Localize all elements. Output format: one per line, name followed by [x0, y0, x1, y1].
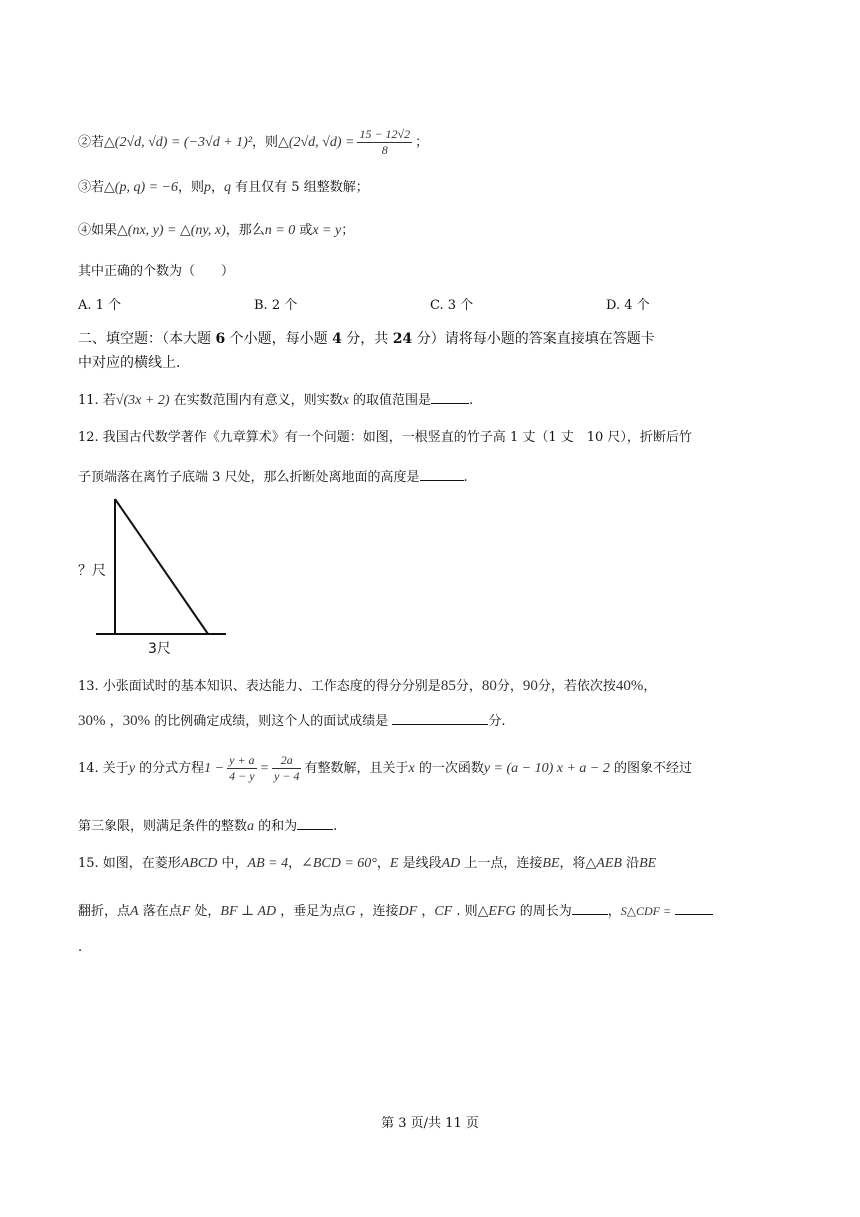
- heading-part: 分，共: [341, 331, 393, 347]
- section-2-heading-line2: 中对应的横线上．: [78, 355, 190, 371]
- question-15-line2: [78, 900, 713, 922]
- q11-var: x: [342, 393, 349, 408]
- statement-4-mid: ，那么: [225, 223, 265, 238]
- segment-cf: CF: [434, 904, 453, 919]
- weight-2: 30%: [78, 713, 106, 729]
- answer-blank[interactable]: [431, 389, 469, 404]
- statement-4-suffix: ；: [341, 223, 355, 238]
- heading-number: 4: [332, 331, 342, 347]
- point-a: A: [130, 904, 139, 919]
- statement-4: [78, 221, 354, 241]
- q14-prefix: 14. 关于: [78, 761, 129, 776]
- question-13-line1: [78, 676, 656, 697]
- statement-2-prefix: ②若: [78, 135, 105, 150]
- q15-text: 翻折，点: [78, 904, 131, 919]
- comma: ，: [607, 904, 621, 919]
- q15-text: ，垂足为点: [276, 904, 346, 919]
- unit: 分，: [455, 679, 482, 694]
- bamboo-triangle-figure: [78, 493, 238, 663]
- question-14-line2: [78, 815, 337, 837]
- side-ab: AB = 4: [247, 856, 289, 871]
- question-15-line3: .: [78, 940, 83, 955]
- fraction-denominator: 8: [381, 143, 388, 157]
- q14-end: .: [333, 819, 338, 834]
- comma: ，: [105, 714, 123, 729]
- q15-text: ，连接: [355, 904, 399, 919]
- answer-blank-perimeter[interactable]: [572, 900, 608, 915]
- weight-1: 40%: [615, 678, 644, 694]
- base-label: 3尺: [148, 641, 171, 657]
- bamboo-broken-part: [115, 499, 208, 634]
- heading-part: 个小题，每小题: [225, 331, 333, 347]
- option-a[interactable]: A. 1 个: [78, 298, 122, 313]
- statement-3-mid: ，则: [178, 180, 205, 195]
- condition-1: n = 0: [264, 223, 296, 238]
- statement-3-suffix: 有且仅有 5 组整数解；: [231, 180, 369, 195]
- option-d[interactable]: D. 4 个: [606, 298, 650, 313]
- statement-2-lhs: △(2√d, √d) = (−3√d + 1)²: [104, 135, 253, 150]
- q12-text: 子顶端落在离竹子底端 3 尺处，那么折断处离地面的高度是: [78, 470, 420, 485]
- q11-prefix: 11. 若: [78, 393, 116, 408]
- comma: ，: [376, 856, 390, 871]
- score-1: 85: [440, 678, 456, 694]
- q13-prefix: 13. 小张面试时的基本知识、表达能力、工作态度的得分分别是: [78, 679, 441, 694]
- answer-blank[interactable]: [392, 710, 488, 725]
- q15-text: 上一点，连接: [460, 856, 543, 871]
- point-e: E: [389, 856, 399, 871]
- heading-number: 6: [215, 331, 226, 347]
- eq-part: 1 −: [204, 761, 225, 776]
- statement-2: [78, 127, 428, 158]
- q13-suffix: 的比例确定成绩，则这个人的面试成绩是: [150, 714, 393, 729]
- segment-df: DF: [398, 904, 418, 919]
- heading-number: 24: [392, 331, 413, 347]
- fraction-left: [227, 753, 256, 784]
- question-14-line1: [78, 752, 692, 786]
- q15-text: 处，: [190, 904, 221, 919]
- heading-part: 二、填空题：（本大题: [78, 331, 216, 347]
- section-2-heading: [78, 329, 655, 349]
- triangle-aeb: △AEB: [585, 856, 622, 871]
- q14-line2-prefix: 第三象限，则满足条件的整数: [78, 819, 248, 834]
- point-f: F: [181, 904, 191, 919]
- question-prompt: 其中正确的个数为（ ）: [78, 264, 235, 279]
- statement-4-prefix: ④如果: [78, 223, 118, 238]
- q15-text: . 则: [452, 904, 478, 919]
- statement-3: [78, 178, 369, 198]
- score-3: 90: [522, 678, 538, 694]
- statement-2-rhs: △(2√d, √d) =: [278, 135, 355, 150]
- q11-suffix: 的取值范围是: [348, 393, 431, 408]
- fraction-right: [272, 753, 301, 784]
- weight-3: 30%: [122, 713, 151, 729]
- var-q: q: [224, 180, 232, 195]
- q14-mid: 有整数解，且关于: [304, 761, 409, 776]
- statement-2-fraction: [357, 127, 412, 158]
- q14-line2-suffix: 的和为: [254, 819, 298, 834]
- fraction-numerator: 15 − 12√2: [359, 127, 411, 141]
- q14-mid: 的分式方程: [135, 761, 205, 776]
- unit: 分，: [496, 679, 523, 694]
- statement-4-expr: △(nx, y) = △(ny, x): [117, 223, 226, 238]
- side-label: ？尺: [78, 563, 106, 579]
- answer-blank-area[interactable]: [675, 900, 713, 915]
- comma: ，: [211, 180, 225, 195]
- statement-3-prefix: ③若: [78, 180, 105, 195]
- or-word: 或: [295, 223, 313, 238]
- q13-end: 分.: [488, 714, 506, 729]
- segment-ad: AD: [441, 856, 461, 871]
- q15-prefix: 15. 如图，在菱形: [78, 856, 181, 871]
- fraction-numerator: 2a: [272, 753, 301, 769]
- option-c[interactable]: C. 3 个: [430, 298, 474, 313]
- var-p: p: [204, 180, 212, 195]
- q11-end: .: [468, 393, 474, 408]
- statement-2-suffix: ；: [415, 135, 429, 150]
- comma: ，: [643, 679, 657, 694]
- question-12-line2: [78, 466, 468, 488]
- q15-text: ，将: [559, 856, 586, 871]
- segment-be: BE: [639, 856, 657, 871]
- perpendicular-bf-ad: BF ⊥ AD: [220, 904, 277, 919]
- q14-suffix: 的图象不经过: [609, 761, 693, 776]
- q15-text: 沿: [621, 856, 640, 871]
- question-11: [78, 389, 473, 411]
- equals-sign: =: [259, 761, 270, 776]
- rhombus-name: ABCD: [180, 856, 218, 871]
- q15-text: 落在点: [138, 904, 182, 919]
- q14-var-a: a: [247, 819, 255, 834]
- angle-bcd: ∠BCD = 60°: [301, 856, 377, 871]
- segment-be: BE: [542, 856, 560, 871]
- page-footer: 第 3 页/共 11 页: [381, 1116, 479, 1131]
- q15-text: 的周长为: [515, 904, 572, 919]
- q14-var-x: x: [408, 761, 415, 776]
- point-g: G: [345, 904, 356, 919]
- fraction-denominator: y − 4: [274, 769, 300, 783]
- answer-blank[interactable]: [420, 466, 464, 481]
- score-2: 80: [481, 678, 497, 694]
- q15-text: 中，: [217, 856, 248, 871]
- q15-text: ，: [417, 904, 435, 919]
- q15-text: 是线段: [398, 856, 442, 871]
- q14-mid: 的一次函数: [414, 761, 484, 776]
- heading-part: 分）请将每小题的答案直接填在答题卡: [412, 331, 655, 347]
- question-13-line2: [78, 710, 506, 732]
- statement-3-expr: △(p, q) = −6: [104, 180, 179, 195]
- q12-end: .: [463, 470, 468, 485]
- q11-radical: √(3x + 2): [115, 393, 170, 408]
- linear-function: y = (a − 10) x + a − 2: [483, 761, 610, 776]
- q11-mid: 在实数范围内有意义，则实数: [169, 393, 343, 408]
- triangle-efg: △EFG: [477, 904, 516, 919]
- comma: ，: [288, 856, 302, 871]
- option-b[interactable]: B. 2 个: [254, 298, 298, 313]
- area-cdf: S△CDF =: [620, 904, 672, 918]
- fraction-numerator: y + a: [229, 753, 255, 767]
- statement-2-mid: ，则: [252, 135, 279, 150]
- answer-blank[interactable]: [297, 815, 333, 830]
- question-15-line1: [78, 854, 656, 874]
- question-12-line1: 12. 我国古代数学著作《九章算术》有一个问题：如图，一根竖直的竹子高 1 丈（1 丈 10 尺），折断后竹: [78, 430, 692, 445]
- condition-2: x = y: [312, 223, 342, 238]
- q14-var-y: y: [128, 761, 136, 776]
- unit: 分，若依次按: [537, 679, 616, 694]
- fraction-denominator: 4 − y: [229, 769, 255, 783]
